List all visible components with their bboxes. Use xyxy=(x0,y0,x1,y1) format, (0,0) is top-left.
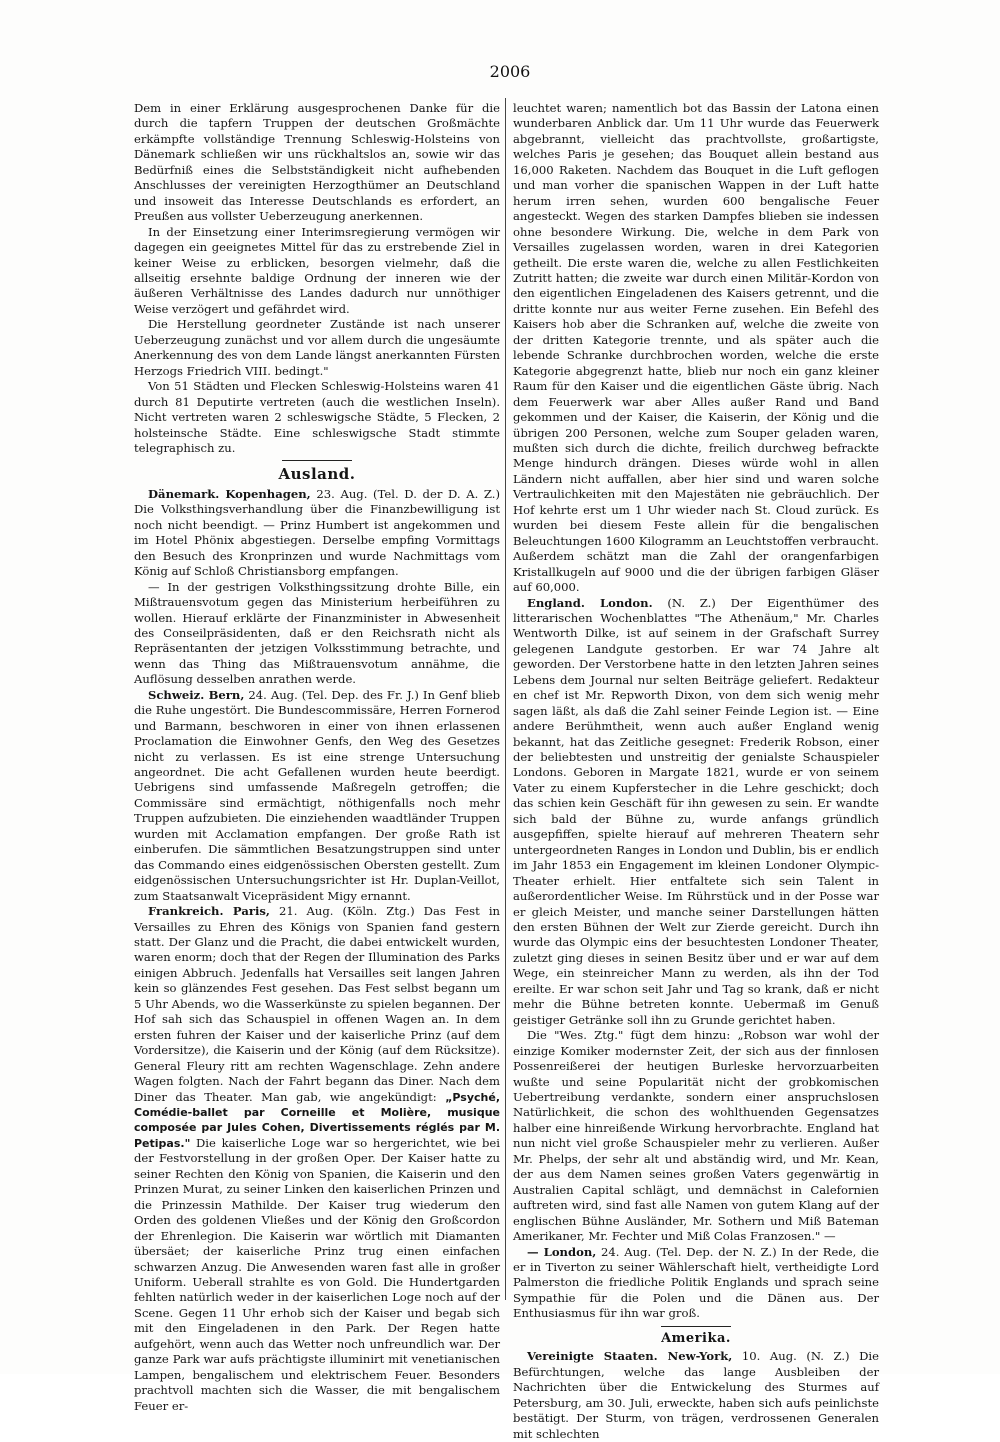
article-schweiz xyxy=(134,688,500,904)
article-england-quote: Die "Wes. Ztg." fügt dem hinzu: „Robson war wohl der einzige Komiker modernster Zeit, der sich aus der finnlosen Possenreißerei der heutigen Burleske hervorzuarbeiten wußte und seine Popularität nicht der grobkomischen Uebertreibung verdankte, sondern einer anspruchslosen Natürlichkeit, die schon des wohlthuenden Gegensatzes halber eine hinreißende Wirkung hervorbrachte. England hat nun nicht viel große Schauspieler mehr zu verlieren. Außer Mr. Phelps, der sehr alt und abständig wird, und Mr. Kean, der aus dem Namen seines großen Vaters gegenwärtig in Australien Capital schlägt, und demnächst in Calefornien auftreten wird, sind fast alle Namen von gutem Klang auf der englischen Bühne Ausländer, Mr. Sothern und Miß Bateman Amerikaner, Mr. Fechter und Miß Colas Franzosen." — xyxy=(513,1028,879,1244)
programme-title: „Psyché, Comédie-ballet par Corneille et Molière, musique composée par Jules Cohen, Divertissements réglés par M. Petipas." xyxy=(134,1090,501,1150)
article-dateline: Frankreich. Paris, xyxy=(148,904,270,919)
paragraph-delegates: Von 51 Städten und Flecken Schleswig-Holsteins waren 41 durch 81 Deputirte vertreten (auch die westlichen Inseln). Nicht vertreten waren 2 schleswigsche Städte, 5 Flecken, 2 holsteinsche Städte. Eine schleswigsche Stadt stimmte telegraphisch zu. xyxy=(134,379,500,455)
article-text: (N. Z.) Der Eigenthümer des litterarischen Wochenblattes "The Athenäum," Mr. Charles Wentworth Dilke, ist auf seinem in der Grafschaft Surrey gelegenen Landgute gestorben. Er war 74 Jahre alt geworden. Der Verstorbene hatte in den letzten Jahren seines Lebens dem Journal nur selten Beiträge geliefert. Redakteur en chef ist Mr. Repworth Dixon, von dem sich wenig mehr sagen läßt, als daß die Zahl seiner Feinde Legion ist. — Eine andere Berühmtheit, wenn auch außer England wenig bekannt, hat das Zeitliche gesegnet: Frederik Robson, einer der beliebtesten und unstreitig der genialste Schauspieler Londons. Geboren in Margate 1821, wurde er von seinem Vater zu einem Kupferstecher in die Lehre geschickt; doch das schien kein Geschäft für ihn gewesen zu sein. Er wandte sich bald der Bühne zu, wurde anfangs gründlich ausgepfiffen, spielte hierauf auf mehreren Theatern sehr untergeordneten Ranges in London und Dublin, bis er endlich im Jahr 1853 ein Engagement im kleinen Londoner Olympic-Theater erhielt. Hier entfaltete sich sein Talent in außerordentlicher Weise. Im Rührstück und in der Posse war er gleich Meister, und manche seiner Darstellungen hätten den ersten Bühnen der Welt zur Zierde gereicht. Durch ihn wurde das Olympic eins der besuchtesten Londoner Theater, zuletzt ging dieses in seinen Besitz über und er war auf dem Wege, ein steinreicher Mann zu werden, als ihn der Tod ereilte. Er war schon seit Jahr und Tag so krank, daß er nicht mehr die Bühne betreten konnte. Uebermaß im Genuß geistiger Getränke soll ihn zu Grunde gerichtet haben. xyxy=(513,595,879,1027)
column-divider xyxy=(505,98,506,1300)
article-text: Die kaiserliche Loge war so hergerichtet, wie bei der Festvorstellung in der großen Oper. Der Kaiser hatte zu seiner Rechten den König von Spanien, die Kaiserin und den Prinzen Murat, zu seiner Linken den kaiserlichen Prinzen und die Prinzessin Mathilde. Der Kaiser trug wiederum den Orden des goldenen Vließes und der König den Großcordon der Ehrenlegion. Die Kaiserin war wörtlich mit Diamanten übersäet; der kaiserliche Prinz trug einen einfachen schwarzen Anzug. Die Anwesenden waren fast alle in großer Uniform. Ueberall strahlte es von Gold. Die Hundertgarden fehlten natürlich weder in der kaiserlichen Loge noch auf der Scene. Gegen 11 Uhr erhob sich der Kaiser und begab sich mit den Eingeladenen in den Park. Der Regen hatte aufgehört, wenn auch das Wetter noch unfreundlich war. Der ganze Park war aufs prächtigste illuminirt mit venetianischen Lampen, bengalischem und elektrischem Feuer. Besonders prachtvoll machten sich die Wasser, die mit bengalischem Feuer er- xyxy=(134,1135,500,1413)
section-rule xyxy=(661,1326,731,1327)
article-daenemark-continued: — In der gestrigen Volksthingssitzung drohte Bille, ein Mißtrauensvotum gegen das Ministerium herbeiführen zu wollen. Hierauf erklärte der Finanzminister in Abwesenheit des Conseilpräsidenten, daß er den Reichsrath nicht als Repräsentanten der jetzigen Volksstimmung betrachte, und wenn das Thing das Mißtrauensvotum annähme, die Auflösung desselben anrathen werde. xyxy=(134,579,500,687)
article-dateline: Schweiz. Bern, xyxy=(148,687,245,702)
paragraph-restoration: Die Herstellung geordneter Zustände ist nach unserer Ueberzeugung zunächst und vor allem durch die ungesäumte Anerkennung des von dem Lande längst anerkannten Fürsten Herzogs Friedrich VIII. bedingt." xyxy=(134,317,500,378)
article-text: 21. Aug. (Köln. Ztg.) Das Fest in Versailles zu Ehren des Königs von Spanien fand gestern statt. Der Glanz und die Pracht, die dabei entwickelt wurden, waren enorm; doch that der Regen der Illumination des Parks einigen Abbruch. Jedenfalls hat Versailles seit langen Jahren kein so glänzendes Fest gesehen. Das Fest selbst begann um 5 Uhr Abends, wo die Wasserkünste zu spielen begannen. Der Hof sah sich das Schauspiel in offenen Wagen an. In dem ersten fuhren der Kaiser und der kaiserliche Prinz (auf dem Vordersitze), die Kaiserin und der König (auf dem Rücksitze). General Fleury ritt am rechten Wagenschlage. Zehn andere Wagen folgten. Nach der Fahrt begann das Diner. Nach dem Diner das Theater. Man gab, wie angekündigt: xyxy=(134,904,500,1104)
article-england xyxy=(513,596,879,1029)
page-number: 2006 xyxy=(489,62,531,81)
article-frankreich-continued: leuchtet waren; namentlich bot das Bassin der Latona einen wunderbaren Anblick dar. Um 11 Uhr wurde das Feuerwerk abgebrannt, vielleicht das prachtvollste, großartigste, welches Paris je gesehen; das Bouquet allein bestand aus 16,000 Raketen. Nachdem das Bouquet in die Luft geflogen und man vorher die spanischen Wappen in der Luft hatte herum irren sehen, wurden 600 bengalische Feuer angesteckt. Wegen des starken Dampfes blieben sie indessen ohne besondere Wirkung. Die, welche in dem Park von Versailles zugelassen worden, waren in drei Kategorien getheilt. Die erste waren die, welche zu allen Festlichkeiten Zutritt hatten; die zweite war durch einen Militär-Kordon von den eigentlichen Eingeladenen des Kaisers getrennt, und die dritte konnte nur aus weiter Ferne zusehen. Ein Befehl des Kaisers hob aber die Schranken auf, welche die zweite von der dritten Kategorie trennte, und als später auch die lebende Schranke durchbrochen worden, welche die erste Kategorie abgegrenzt hatte, blieb nur noch ein ganz kleiner Raum für den Kaiser und die eigentlichen Gäste übrig. Nach dem Feuerwerk war aber Alles außer Rand und Band gekommen und der Kaiser, die Kaiserin, der König und die übrigen 200 Personen, welche zum Souper geladen waren, mußten sich durch die dichte, freilich durchweg befrackte Menge hindurch drängen. Dieses würde wohl in allen Ländern nicht auffallen, aber hier sind und waren solche Vertraulichkeiten mit den Majestäten nie gebräuchlich. Der Hof kehrte erst um 1 Uhr wieder nach St. Cloud zurück. Es wurden bei diesem Feste allein für die bengalischen Beleuchtungen 1600 Kilogramm an Leuchtstoffen verbraucht. Außerdem schätzt man die Zahl der orangenfarbigen Kristallkugeln auf 9000 und die der übrigen farbigen Gläser auf 60,000. xyxy=(513,101,879,595)
article-usa xyxy=(513,1349,879,1442)
article-text: 23. Aug. (Tel. D. der D. A. Z.) Die Volksthingsverhandlung über die Finanzbewilligung ist noch nicht beendigt. — Prinz Humbert ist angekommen und im Hotel Phönix abgestiegen. Derselbe empfing Vormittags den Besuch des Kronprinzen und wurde Nachmittags vom König auf Schloß Christiansborg empfangen. xyxy=(134,486,500,579)
paragraph-declaration: Dem in einer Erklärung ausgesprochenen Danke für die durch die tapfern Truppen der deutschen Großmächte erkämpfte vollständige Trennung Schleswig-Holsteins von Dänemark schließen wir uns rückhaltslos an, sowie wir das Bedürfniß eines die Selbstständigkeit nicht aufhebenden Anschlusses der vereinigten Herzogthümer an Deutschland und insoweit das Interesse Deutschlands es erfordert, an Preußen aus vollster Ueberzeugung anerkennen. xyxy=(134,101,500,224)
article-dateline: England. London. xyxy=(527,595,653,610)
article-dateline: Vereinigte Staaten. New-York, xyxy=(527,1349,733,1364)
right-column xyxy=(513,101,879,1442)
article-dateline: Dänemark. Kopenhagen, xyxy=(148,486,311,501)
article-text: 10. Aug. (N. Z.) Die Befürchtungen, welche das lange Ausbleiben der Nachrichten über die Entwickelung des Sturmes auf Petersburg, am 30. Juli, erweckte, haben sich aufs peinlichste bestätigt. Der Sturm, von trägen, verdrossenen Generalen mit schlechten xyxy=(513,1349,879,1441)
article-daenemark xyxy=(134,487,500,580)
article-text: 24. Aug. (Tel. Dep. des Fr. J.) In Genf blieb die Ruhe ungestört. Die Bundescommissäre, Herren Fornerod und Barmann, beschworen in einer von ihnen erlassenen Proclamation die Einwohner Genfs, den Weg des Gesetzes nicht zu verlassen. Es ist eine strenge Untersuchung angeordnet. Die acht Gefallenen wurden heute beerdigt. Uebrigens sind umfassende Maßregeln getroffen; die Commissäre sind ermächtigt, nöthigenfalls noch mehr Truppen aufzubieten. Die einziehenden waadtländer Truppen wurden mit Acclamation empfangen. Der große Rath ist einberufen. Die sämmtlichen Besatzungstruppen sind unter das Commando eines eidgenössischen Obersten gestellt. Zum eidgenössischen Untersuchungsrichter ist Hr. Duplan-Veillot, zum Staatsanwalt Vicepräsident Migy ernannt. xyxy=(134,687,500,903)
section-rule xyxy=(282,460,352,461)
section-heading-amerika: Amerika. xyxy=(661,1330,731,1346)
article-frankreich xyxy=(134,904,500,1414)
left-column xyxy=(134,101,500,1414)
article-text: 24. Aug. (Tel. Dep. der N. Z.) In der Rede, die er in Tiverton zu seiner Wählerschaft hielt, vertheidigte Lord Palmerston die friedliche Politik Englands und sprach seine Sympathie für die Polen und die Dänen aus. Der Enthusiasmus für ihn war groß. xyxy=(513,1244,879,1321)
article-london xyxy=(513,1245,879,1322)
article-dateline: — London, xyxy=(527,1244,597,1259)
section-heading-ausland: Ausland. xyxy=(278,465,356,484)
paragraph-interim-government: In der Einsetzung einer Interimsregierung vermögen wir dagegen ein geeignetes Mittel für das zu erstrebende Ziel in keiner Weise zu erblicken, besorgen vielmehr, daß die allseitig ersehnte baldige Ordnung der inneren wie der äußeren Verhältnisse des Landes dadurch nur unnöthiger Weise verzögert und gefährdet wird. xyxy=(134,224,500,316)
